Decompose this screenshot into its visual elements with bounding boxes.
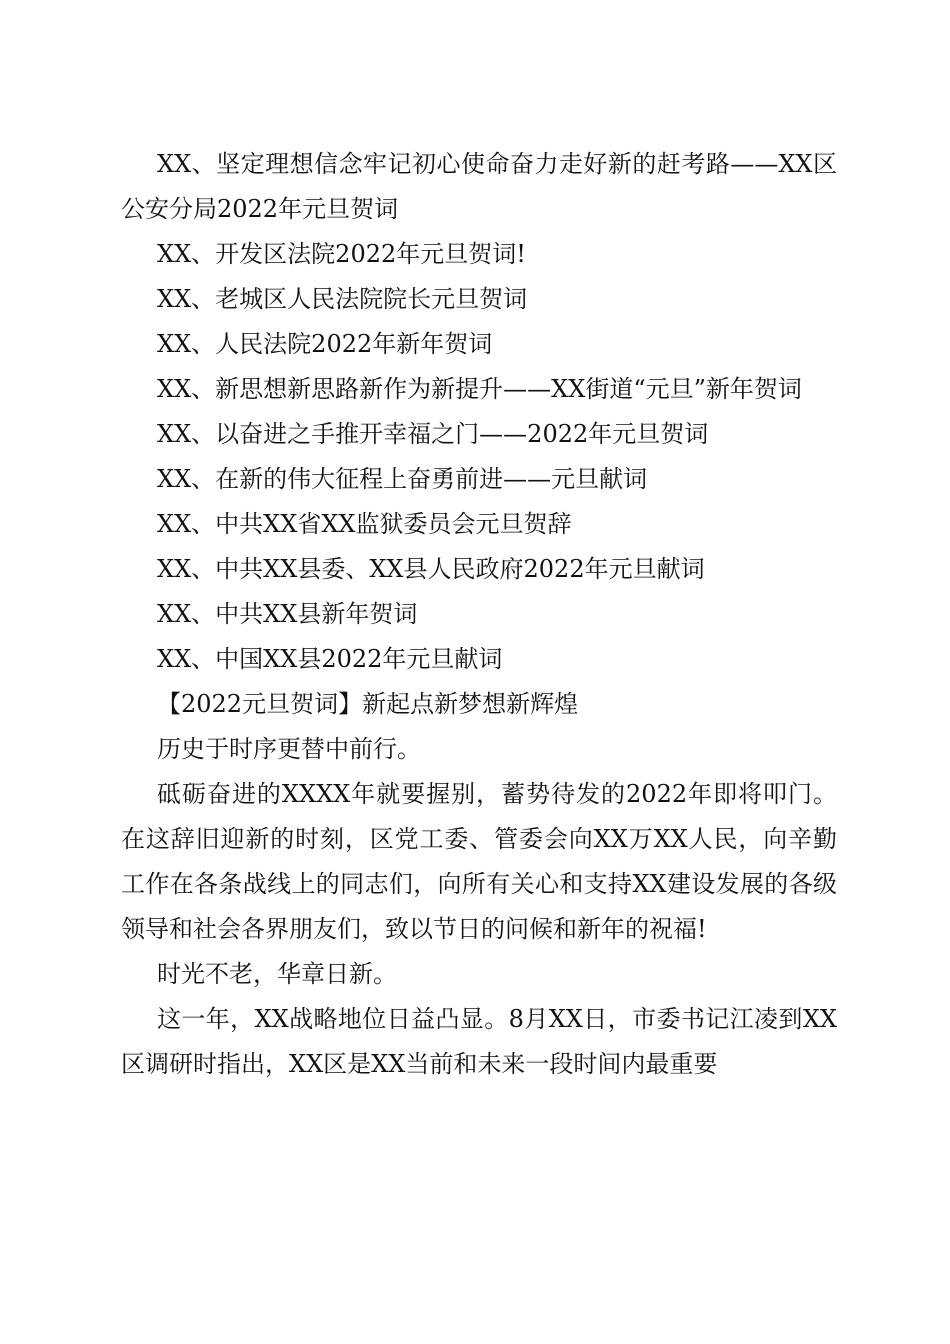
list-item: XX、中共XX县新年贺词 xyxy=(157,600,418,628)
list-item: XX、在新的伟大征程上奋勇前进——元旦献词 xyxy=(157,465,648,493)
list-item: XX、老城区人民法院院长元旦贺词 xyxy=(157,285,528,313)
list-item: XX、以奋进之手推开幸福之门——2022年元旦贺词 xyxy=(157,420,709,448)
document-body xyxy=(121,142,837,1087)
body-paragraph: 这一年，XX战略地位日益凸显。8月XX日，市委书记江凌到XX区调研时指出，XX区是XX当前和未来一段时间内最重要 xyxy=(121,1005,837,1078)
section-heading: 【2022元旦贺词】新起点新梦想新辉煌 xyxy=(157,690,579,718)
list-item: XX、人民法院2022年新年贺词 xyxy=(157,330,493,358)
body-paragraph: 砥砺奋进的XXXX年就要握别，蓄势待发的2022年即将叩门。在这辞旧迎新的时刻，区党工委、管委会向XX万XX人民，向辛勤工作在各条战线上的同志们，向所有关心和支持XX建设发展的各级领导和社会各界朋友们，致以节日的问候和新年的祝福! xyxy=(121,780,837,943)
body-paragraph: 历史于时序更替中前行。 xyxy=(157,735,421,763)
list-item: XX、中共XX县委、XX县人民政府2022年元旦献词 xyxy=(157,555,705,583)
body-paragraph: 时光不老，华章日新。 xyxy=(157,960,397,988)
list-item: XX、中共XX省XX监狱委员会元旦贺辞 xyxy=(157,510,572,538)
list-item: XX、坚定理想信念牢记初心使命奋力走好新的赶考路——XX区公安分局2022年元旦贺词 xyxy=(121,150,837,223)
list-item: XX、开发区法院2022年元旦贺词! xyxy=(157,240,526,268)
list-item: XX、新思想新思路新作为新提升——XX街道“元旦”新年贺词 xyxy=(157,375,802,403)
list-item: XX、中国XX县2022年元旦献词 xyxy=(157,645,503,673)
